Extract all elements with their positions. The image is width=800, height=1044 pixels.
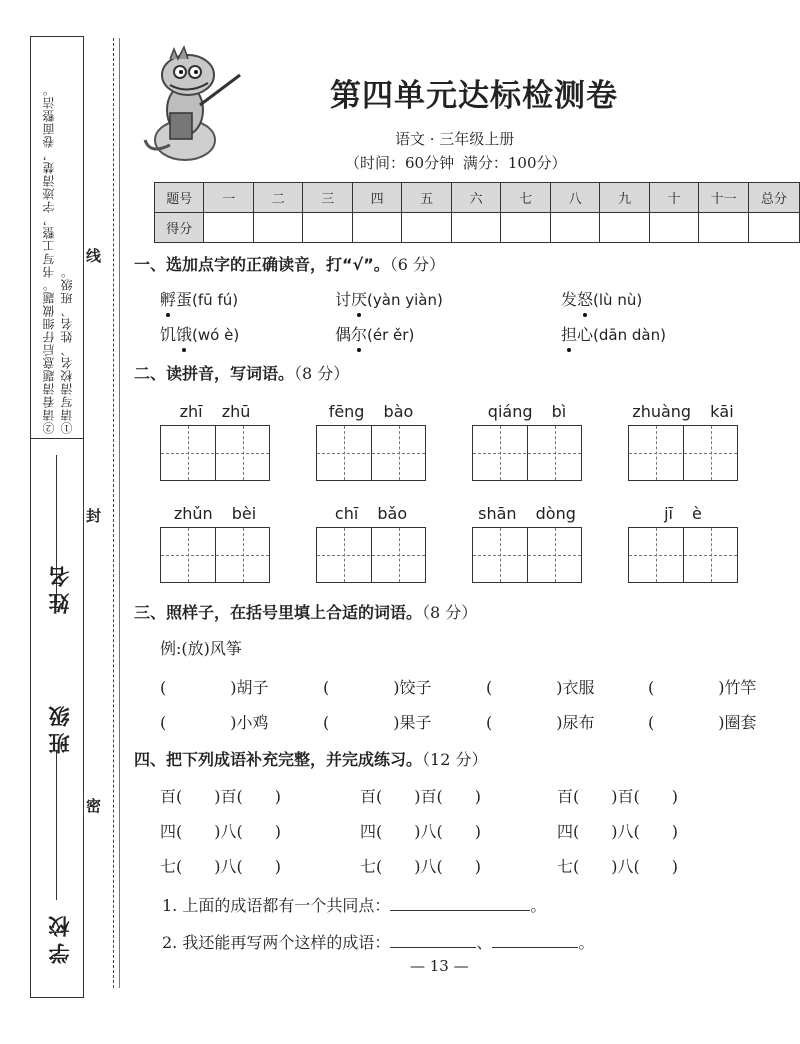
pinyin-label: zhī zhū	[179, 402, 251, 421]
writing-grid[interactable]	[316, 425, 426, 481]
col-total: 总分	[748, 183, 799, 213]
q4-sub2: 2. 我还能再写两个这样的成语： 、 。	[162, 933, 595, 952]
idiom-blank[interactable]: 四( )八( )	[557, 822, 678, 841]
col-11: 十一	[699, 183, 748, 213]
score-cell[interactable]	[600, 213, 649, 243]
q4-heading: 四、把下列成语补充完整，并完成练习。（12 分）	[134, 750, 488, 769]
idiom-blank[interactable]: 七( )八( )	[360, 857, 481, 876]
score-cell[interactable]	[253, 213, 302, 243]
seal-xian: 线	[86, 247, 102, 265]
q1-heading: 一、选加点字的正确读音，打“√”。（6 分）	[134, 255, 445, 274]
col-9: 九	[600, 183, 649, 213]
col-3: 三	[303, 183, 352, 213]
writing-grid[interactable]	[628, 527, 738, 583]
score-cell[interactable]	[451, 213, 500, 243]
pinyin-label: shān dòng	[478, 504, 576, 523]
q1-item[interactable]: 偶尔(ér ěr)	[335, 322, 414, 345]
col-7: 七	[501, 183, 550, 213]
pinyin-label: qiáng bì	[487, 402, 567, 421]
col-4: 四	[352, 183, 401, 213]
q4-sub1: 1. 上面的成语都有一个共同点： 。	[162, 896, 547, 915]
writing-grid[interactable]	[160, 527, 270, 583]
idiom-blank[interactable]: 四( )八( )	[160, 822, 281, 841]
writing-grid[interactable]	[628, 425, 738, 481]
col-2: 二	[253, 183, 302, 213]
q3-item[interactable]: ( )衣服	[486, 678, 595, 697]
dinosaur-teacher-icon	[140, 45, 250, 165]
cut-line-solid	[119, 38, 120, 988]
instruction-1: ①请写清校名、姓名、班级。	[60, 265, 74, 434]
score-cell[interactable]	[204, 213, 253, 243]
answer-line[interactable]	[390, 931, 476, 948]
page-number: — 13 —	[410, 957, 469, 975]
col-6: 六	[451, 183, 500, 213]
q3-item[interactable]: ( )圈套	[648, 713, 757, 732]
pinyin-label: zhǔn bèi	[173, 504, 257, 523]
writing-grid[interactable]	[472, 425, 582, 481]
q3-example: 例:(放)风筝	[160, 639, 242, 658]
binding-divider	[30, 438, 84, 439]
col-8: 八	[550, 183, 599, 213]
score-table	[154, 182, 800, 243]
instruction-2: ②请看清题意后仔细做题。书写工整，字迹清楚，卷面整洁。	[42, 83, 56, 434]
cut-line-dashed	[113, 38, 114, 988]
subtitle: 语文 · 三年级上册	[395, 130, 515, 148]
pinyin-label: fēng bào	[328, 402, 414, 421]
score-cell[interactable]	[699, 213, 748, 243]
idiom-blank[interactable]: 四( )八( )	[360, 822, 481, 841]
q1-item[interactable]: 担心(dān dàn)	[561, 322, 666, 345]
q1-item[interactable]: 讨厌(yàn yiàn)	[335, 287, 443, 310]
score-table-score-row	[155, 213, 800, 243]
col-5: 五	[402, 183, 451, 213]
col-1: 一	[204, 183, 253, 213]
pinyin-label: chī bǎo	[334, 504, 408, 523]
writing-grid[interactable]	[316, 527, 426, 583]
col-10: 十	[649, 183, 698, 213]
row-label-number: 题号	[155, 183, 204, 213]
q3-item[interactable]: ( )竹竿	[648, 678, 757, 697]
answer-line[interactable]	[492, 931, 578, 948]
pinyin-label: jī è	[664, 504, 702, 523]
score-cell[interactable]	[352, 213, 401, 243]
q1-item[interactable]: 饥饿(wó è)	[160, 322, 239, 345]
writing-grid[interactable]	[472, 527, 582, 583]
idiom-blank[interactable]: 百( )百( )	[160, 787, 281, 806]
answer-line[interactable]	[390, 894, 530, 911]
seal-mi: 密	[86, 797, 102, 815]
score-cell[interactable]	[748, 213, 799, 243]
q2-heading: 二、读拼音，写词语。（8 分）	[134, 364, 350, 383]
pinyin-label: zhuàng kāi	[632, 402, 734, 421]
seal-feng: 封	[86, 507, 102, 525]
score-table-header-row	[155, 183, 800, 213]
exam-meta	[345, 152, 571, 173]
score-cell[interactable]	[550, 213, 599, 243]
q3-item[interactable]: ( )尿布	[486, 713, 595, 732]
school-label: 学校	[48, 910, 72, 964]
q3-item[interactable]: ( )小鸡	[160, 713, 269, 732]
school-input-line[interactable]	[56, 750, 57, 900]
full-score-info: 满分：100分）	[462, 154, 567, 172]
score-cell[interactable]	[649, 213, 698, 243]
q3-item[interactable]: ( )饺子	[323, 678, 432, 697]
time-info: （时间：60分钟	[345, 154, 455, 172]
name-label: 姓名	[48, 560, 72, 614]
q3-heading: 三、照样子，在括号里填上合适的词语。（8 分）	[134, 603, 478, 622]
row-label-score: 得分	[155, 213, 204, 243]
idiom-blank[interactable]: 七( )八( )	[557, 857, 678, 876]
score-cell[interactable]	[303, 213, 352, 243]
q3-item[interactable]: ( )胡子	[160, 678, 269, 697]
score-cell[interactable]	[501, 213, 550, 243]
page-title: 第四单元达标检测卷	[330, 78, 618, 114]
writing-grid[interactable]	[160, 425, 270, 481]
idiom-blank[interactable]: 七( )八( )	[160, 857, 281, 876]
class-label: 班级	[48, 700, 72, 754]
idiom-blank[interactable]: 百( )百( )	[360, 787, 481, 806]
idiom-blank[interactable]: 百( )百( )	[557, 787, 678, 806]
score-cell[interactable]	[402, 213, 451, 243]
q1-item[interactable]: 发怒(lù nù)	[561, 287, 642, 310]
q1-item[interactable]: 孵蛋(fū fú)	[160, 287, 238, 310]
q3-item[interactable]: ( )果子	[323, 713, 432, 732]
